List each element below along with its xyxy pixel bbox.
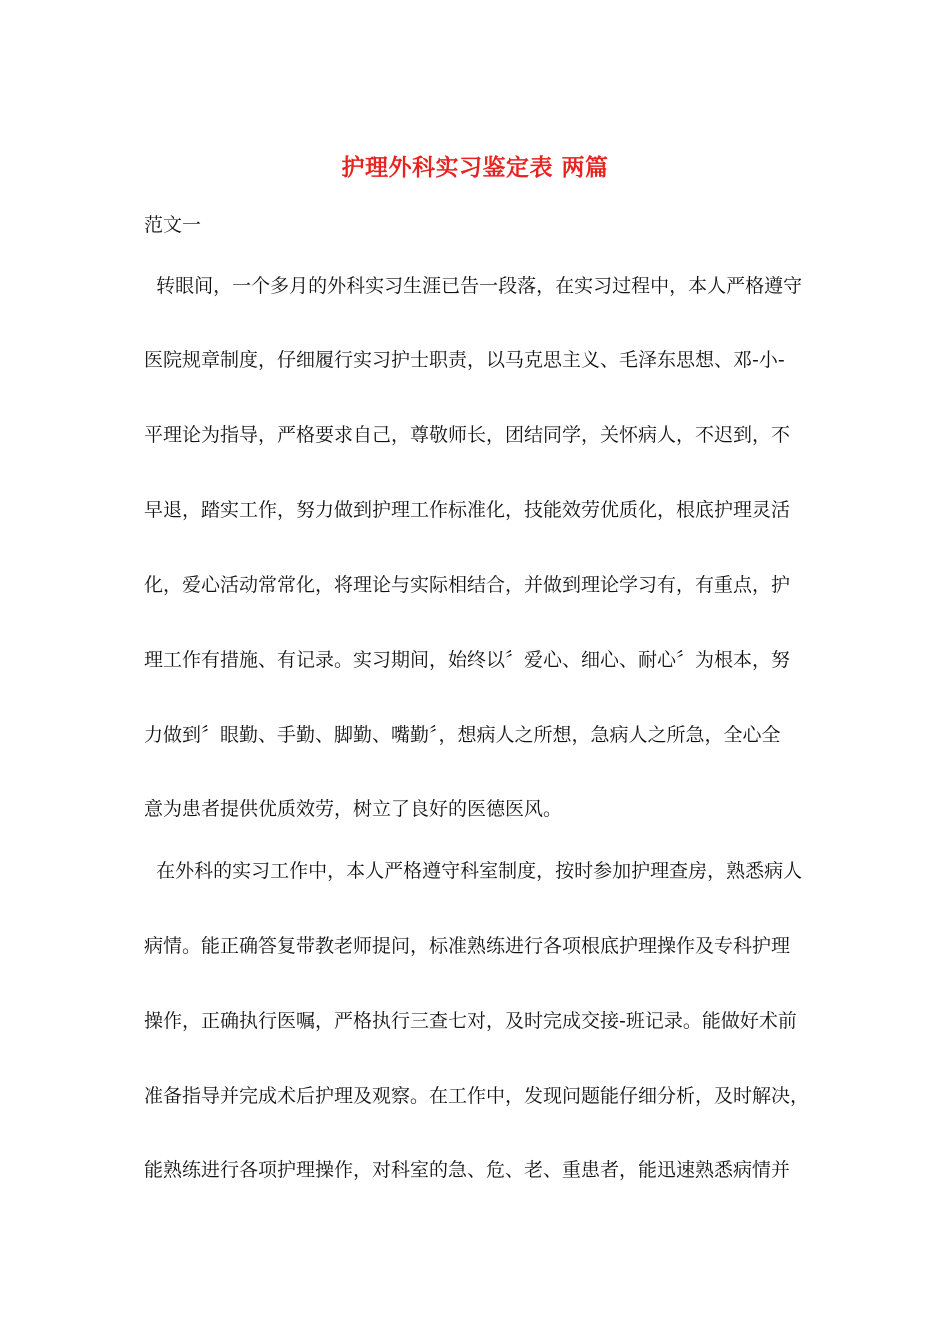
- paragraph-line: 意为患者提供优质效劳，树立了良好的医德医风。: [144, 798, 563, 820]
- paragraph-line: 转眼间，一个多月的外科实习生涯已告一段落，在实习过程中，本人严格遵守: [144, 275, 803, 297]
- paragraph-line: 医院规章制度，仔细履行实习护士职责，以马克思主义、毛泽东思想、邓-小-: [144, 349, 785, 371]
- document-title: 护理外科实习鉴定表 两篇: [341, 154, 609, 181]
- paragraph-line: 力做到〞眼勤、手勤、脚勤、嘴勤〞，想病人之所想，急病人之所急，全心全: [144, 724, 781, 746]
- paragraph-line: 化，爱心活动常常化，将理论与实际相结合，并做到理论学习有，有重点，护: [144, 574, 791, 596]
- paragraph-line: 在外科的实习工作中，本人严格遵守科室制度，按时参加护理查房，熟悉病人: [144, 860, 803, 882]
- paragraph-line: 早退，踏实工作，努力做到护理工作标准化，技能效劳优质化，根底护理灵活: [144, 499, 791, 521]
- paragraph-line: 能熟练进行各项护理操作，对科室的急、危、老、重患者，能迅速熟悉病情并: [144, 1159, 791, 1181]
- paragraph-line: 理工作有措施、有记录。实习期间，始终以〞爱心、细心、耐心〞为根本，努: [144, 649, 791, 671]
- paragraph-line: 平理论为指导，严格要求自己，尊敬师长，团结同学，关怀病人，不迟到，不: [144, 424, 791, 446]
- document-subtitle: 范文一: [144, 214, 202, 236]
- paragraph-line: 准备指导并完成术后护理及观察。在工作中，发现问题能仔细分析，及时解决，: [144, 1085, 810, 1107]
- paragraph-line: 操作，正确执行医嘱，严格执行三查七对，及时完成交接-班记录。能做好术前: [144, 1010, 797, 1032]
- paragraph-line: 病情。能正确答复带教老师提问，标准熟练进行各项根底护理操作及专科护理: [144, 935, 791, 957]
